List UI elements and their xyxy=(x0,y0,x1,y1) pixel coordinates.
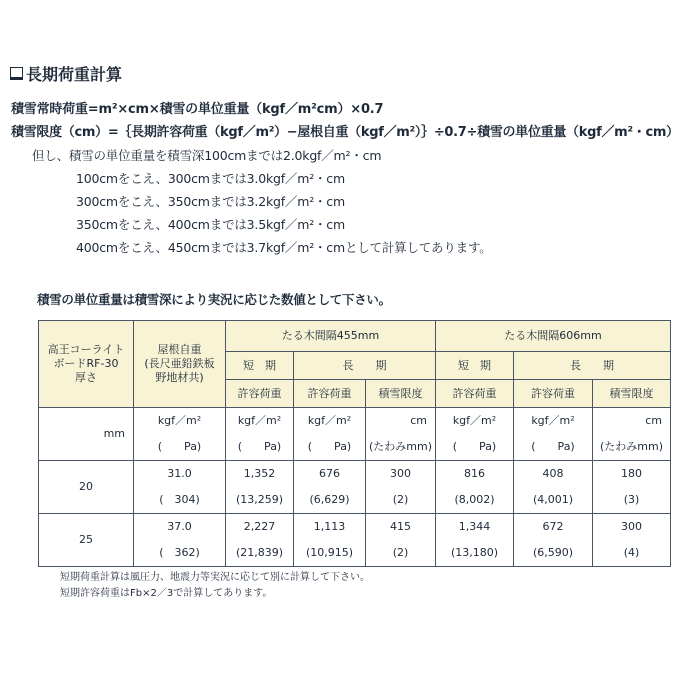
formula-snow-load: 積雪常時荷重=m²×cm×積雪の単位重量（kgf／m²cm）×0.7 xyxy=(11,102,384,117)
page-title-text: 長期荷重計算 xyxy=(26,65,123,84)
snow-limit-header: 積雪限度 xyxy=(593,380,671,408)
unit-cell: kgf／m² ( Pa) xyxy=(134,408,226,461)
value-cell: 408 (4,001) xyxy=(514,461,593,514)
note-line: 350cmをこえ、400cmまでは3.5kgf／m²・cm xyxy=(76,217,345,232)
value-cell: 1,352 (13,259) xyxy=(226,461,294,514)
allowable-header: 許容荷重 xyxy=(514,380,593,408)
value-cell: 31.0 ( 304) xyxy=(134,461,226,514)
value-cell: 1,344 (13,180) xyxy=(436,514,514,567)
note-line: 但し、積雪の単位重量を積雪深100cmまでは2.0kgf／m²・cm xyxy=(32,148,382,163)
value-cell: 300 (2) xyxy=(366,461,436,514)
table-title: 積雪の単位重量は積雪深により実況に応じた数値として下さい。 xyxy=(37,292,391,307)
table-row xyxy=(39,461,671,514)
unit-cell: kgf／m² ( Pa) xyxy=(294,408,366,461)
snow-limit-header: 積雪限度 xyxy=(366,380,436,408)
table-row xyxy=(39,514,671,567)
unit-cell: kgf／m² ( Pa) xyxy=(514,408,593,461)
value-cell: 37.0 ( 362) xyxy=(134,514,226,567)
allowable-header: 許容荷重 xyxy=(226,380,294,408)
short-term-header: 短 期 xyxy=(436,352,514,380)
page-title xyxy=(10,62,122,85)
unit-cell: kgf／m² ( Pa) xyxy=(226,408,294,461)
footnote: 短期荷重計算は風圧力、地震力等実況に応じて別に計算して下さい。 xyxy=(60,572,370,583)
value-cell: 2,227 (21,839) xyxy=(226,514,294,567)
note-line: 400cmをこえ、450cmまでは3.7kgf／m²・cmとして計算してあります。 xyxy=(76,240,492,255)
value-cell: 415 (2) xyxy=(366,514,436,567)
allowable-header: 許容荷重 xyxy=(294,380,366,408)
unit-row xyxy=(39,408,671,461)
thickness-header: 高王コーライト ボードRF-30 厚さ xyxy=(39,321,134,408)
note-line: 300cmをこえ、350cmまでは3.2kgf／m²・cm xyxy=(76,194,345,209)
allowable-header: 許容荷重 xyxy=(436,380,514,408)
unit-cell: cm (たわみmm) xyxy=(366,408,436,461)
roof-weight-header: 屋根自重 (長尺亜鉛鉄板 野地材共) xyxy=(134,321,226,408)
title-box-icon xyxy=(10,67,23,80)
load-table xyxy=(38,320,671,567)
note-line: 100cmをこえ、300cmまでは3.0kgf／m²・cm xyxy=(76,171,345,186)
value-cell: 1,113 (10,915) xyxy=(294,514,366,567)
value-cell: 676 (6,629) xyxy=(294,461,366,514)
unit-cell: kgf／m² ( Pa) xyxy=(436,408,514,461)
short-term-header: 短 期 xyxy=(226,352,294,380)
thickness-cell: 25 xyxy=(39,514,134,567)
header-row xyxy=(39,321,671,352)
value-cell: 180 (3) xyxy=(593,461,671,514)
footnote: 短期許容荷重はFb×2／3で計算してあります。 xyxy=(60,588,273,599)
unit-cell: cm (たわみmm) xyxy=(593,408,671,461)
unit-mm: mm xyxy=(39,408,134,461)
value-cell: 300 (4) xyxy=(593,514,671,567)
formula-snow-limit: 積雪限度（cm）=｛長期許容荷重（kgf／m²）−屋根自重（kgf／m²）｝÷0.7÷積雪の単位重量（kgf／m²・cm） xyxy=(11,125,679,140)
long-term-header: 長 期 xyxy=(514,352,671,380)
group-455-header: たる木間隔455mm xyxy=(226,321,436,352)
thickness-cell: 20 xyxy=(39,461,134,514)
value-cell: 672 (6,590) xyxy=(514,514,593,567)
long-term-header: 長 期 xyxy=(294,352,436,380)
value-cell: 816 (8,002) xyxy=(436,461,514,514)
group-606-header: たる木間隔606mm xyxy=(436,321,671,352)
